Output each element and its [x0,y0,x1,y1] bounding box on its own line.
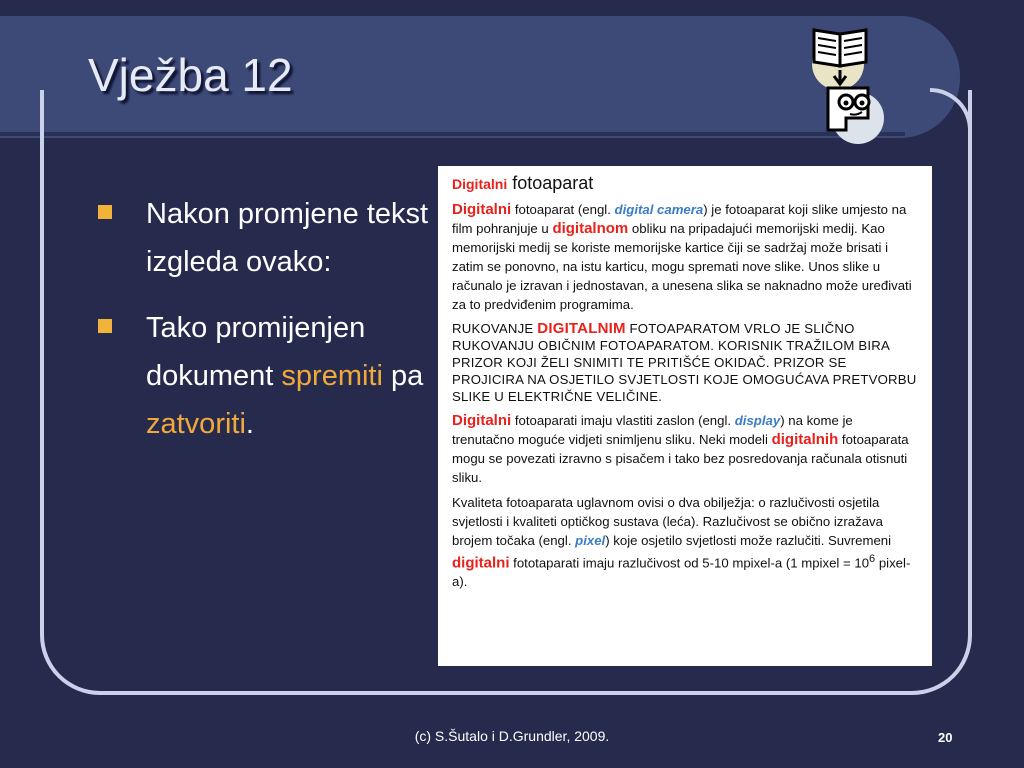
doc-paragraph-4 [452,493,918,591]
doc-paragraph-3 [452,411,918,487]
term: digital camera [614,202,704,217]
bullet-text: Nakon promjene tekst izgleda ovako: [146,198,429,278]
keyword: DIGITALNIM [537,320,626,337]
text: ) je fotoaparat koji slike umjesto na film pohranjuje u [452,202,907,236]
text: obliku na pripadajući memorijski medij. Kao memorijski medij se koriste memorijske kartice čiji se sadržaj može brisati i zatim se ponovno, na istu karticu, mogu spremati nove slike. Unos slike u računalo je izravan i jednostavan, a unesena slika se naknadno može uređivati za to predviđenim programima. [452,221,912,312]
keyword: Digitalni [452,412,512,429]
text: fototaparati imaju razlučivost od 5-10 mpixel-a (1 mpixel = 10 [509,555,870,571]
document-screenshot [438,166,932,666]
footer-copyright: (c) S.Šutalo i D.Grundler, 2009. [414,728,610,744]
text: fotoaparat (engl. [511,202,615,217]
text: fotoaparati imaju vlastiti zaslon (engl. [511,413,735,428]
keyword: Digitalni [452,201,512,218]
doc-paragraph-1 [452,200,918,314]
term: pixel [575,533,606,548]
text: RUKOVANJE [452,321,538,336]
bullet-item [98,190,438,286]
superscript: 6 [869,553,876,565]
bullet-text: pa [382,360,424,392]
doc-title-text: fotoaparat [507,173,594,193]
bullet-square-icon [98,205,112,219]
keyword: digitalnih [771,431,839,448]
bullet-text: . [245,408,254,440]
bullet-item [98,304,438,448]
text: ) na kome je trenutačno moguće vidjeti snimljenu sliku. Neki modeli [452,413,853,447]
slide-title: Vježba 12 [88,49,293,101]
highlight-zatvoriti: zatvoriti [146,408,246,440]
highlight-spremiti: spremiti [281,360,383,392]
keyword: digitalnom [552,220,629,237]
bullet-text: Tako promijenjen dokument [146,312,366,392]
text: pixel-a). [452,555,911,590]
text: Kvaliteta fotoaparata uglavnom ovisi o dva obilježja: o razlučivosti osjetila svjetlosti i kvaliteti optičkog sustava (leća). Razlučivost se obično izražava brojem točaka (engl. [452,495,883,548]
text: FOTOAPARATOM VRLO JE SLIČNO RUKOVANJU OBIČNIM FOTOAPARATOM. KORISNIK TRAŽILOM BIRA PRIZOR KOJI ŽELI SNIMITI TE PRITIŠĆE OKIDAČ. PRIZOR SE PROJICIRA NA OSJETILO SVJETLOSTI KOJE OMOGUĆAVA PRETVORBU SLIKE U ELEKTRIČNE VELIČINE. [452,321,917,404]
doc-title [452,174,918,194]
bullet-list [98,190,438,466]
text: ) koje osjetilo svjetlosti može razlučiti. Suvremeni [605,533,892,548]
bullet-square-icon [98,319,112,333]
doc-paragraph-2 [452,320,918,405]
page-number: 20 [938,730,953,745]
keyword: digitalni [452,554,510,572]
term: display [734,413,781,428]
doc-title-red: Digitalni [452,176,508,192]
book-and-reader-icon [806,18,888,144]
text: fotoaparata mogu se povezati izravno s pisačem i tako bez posredovanja računala otisnuti sliku. [452,432,909,485]
